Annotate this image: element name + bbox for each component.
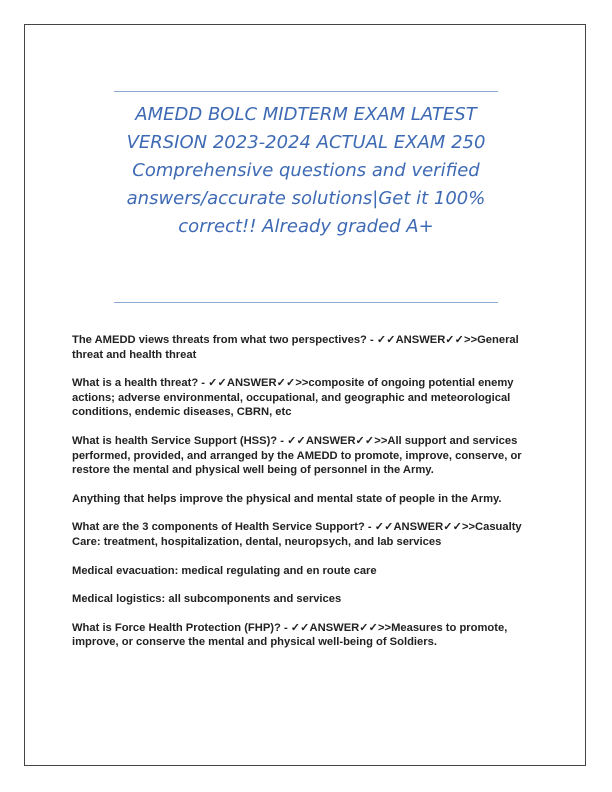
qa-paragraph: The AMEDD views threats from what two perspectives? - ✓✓ANSWER✓✓>>General threat and health threat: [72, 334, 519, 361]
qa-content: [72, 333, 542, 664]
title-bottom-rule: [114, 302, 498, 303]
qa-paragraph: Medical evacuation: medical regulating and en route care: [72, 564, 377, 577]
qa-paragraph: Anything that helps improve the physical and mental state of people in the Army.: [72, 492, 502, 505]
qa-paragraph: What is Force Health Protection (FHP)? - ✓✓ANSWER✓✓>>Measures to promote, improve, or conserve the mental and physical well-being of Soldiers.: [72, 621, 508, 649]
qa-paragraph: Medical logistics: all subcomponents and services: [72, 593, 342, 606]
document-title: AMEDD BOLC MIDTERM EXAM LATEST VERSION 2023-2024 ACTUAL EXAM 250 Comprehensive questions and verified answers/accurate solutions|Get it 100% correct!! Already graded A+: [126, 104, 486, 237]
qa-paragraph: What is a health threat? - ✓✓ANSWER✓✓>>composite of ongoing potential enemy actions; adverse environmental, occupational, and geographic and meteorological conditions, endemic diseases, CBRN, etc: [72, 377, 514, 419]
qa-paragraph: What are the 3 components of Health Service Support? - ✓✓ANSWER✓✓>>Casualty Care: treatment, hospitalization, dental, neuropsych, and lab services: [72, 521, 522, 548]
title-top-rule: [114, 91, 498, 92]
qa-paragraph: What is health Service Support (HSS)? - ✓✓ANSWER✓✓>>All support and services performed, provided, and arranged by the AMEDD to promote, improve, conserve, or restore the mental and physical well being of personnel in the Army.: [72, 434, 522, 477]
